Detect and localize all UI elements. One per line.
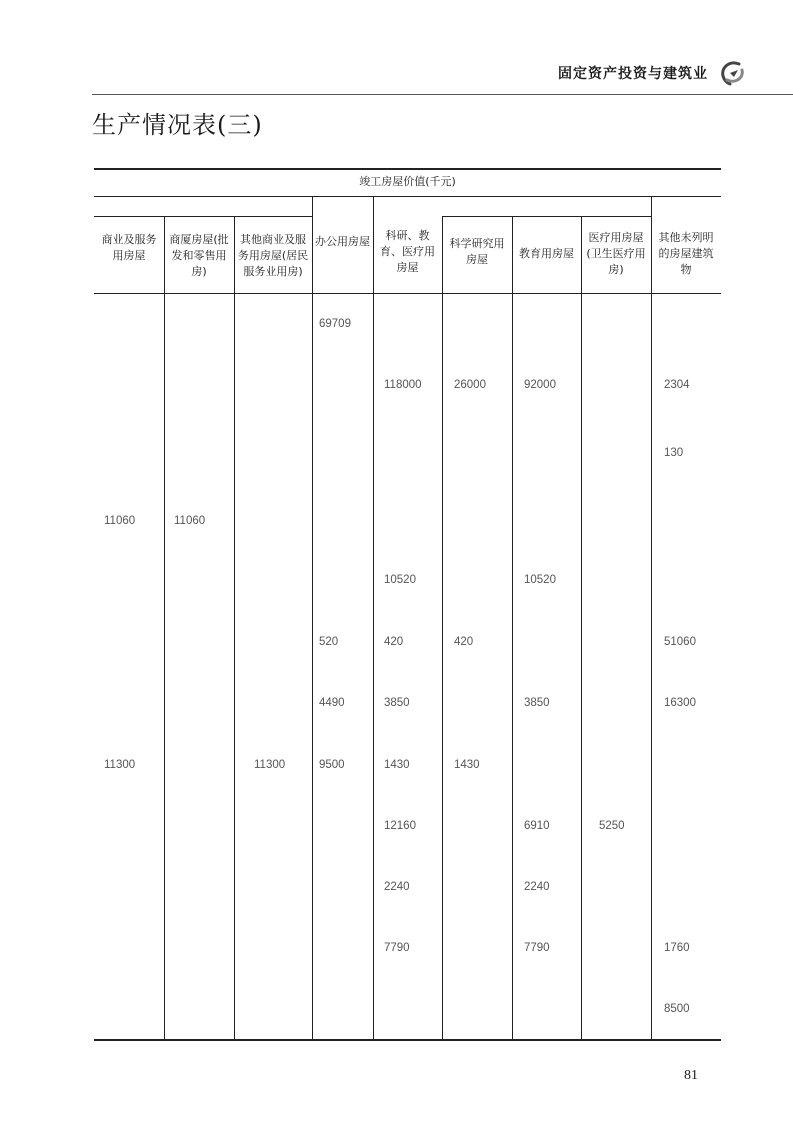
column-header: 商厦房屋(批发和零售用房) <box>169 233 229 278</box>
table-cell: 7790 <box>524 942 550 954</box>
header-rule <box>92 94 793 95</box>
group-header-rule <box>94 196 721 197</box>
table-cell: 7790 <box>384 942 410 954</box>
subgroup-rule <box>442 216 651 217</box>
running-header <box>0 0 793 95</box>
table-cell: 520 <box>319 636 339 648</box>
section-title: 固定资产投资与建筑业 <box>558 66 708 82</box>
table-cell: 10520 <box>524 574 556 586</box>
column-divider <box>312 197 313 1039</box>
data-table <box>94 168 721 1041</box>
column-divider <box>234 216 235 1039</box>
table-cell: 69709 <box>319 318 351 330</box>
table-cell: 6910 <box>524 820 550 832</box>
table-cell: 11300 <box>104 759 136 771</box>
column-divider <box>512 216 513 1039</box>
section-logo-icon <box>717 58 747 88</box>
table-cell: 9500 <box>319 759 345 771</box>
table-bottom-rule <box>94 1039 721 1041</box>
table-cell: 12160 <box>384 820 416 832</box>
group-header: 竣工房屋价值(千元) <box>359 175 456 188</box>
column-divider <box>651 197 652 1039</box>
table-cell: 26000 <box>454 379 486 391</box>
table-cell: 5250 <box>599 820 625 832</box>
table-cell: 2240 <box>384 881 410 893</box>
table-cell: 2304 <box>664 379 690 391</box>
table-cell: 2240 <box>524 881 550 893</box>
table-cell: 1760 <box>664 942 690 954</box>
table-cell: 11060 <box>104 515 136 527</box>
page-number: 81 <box>684 1068 698 1083</box>
column-divider <box>442 216 443 1039</box>
table-cell: 16300 <box>664 697 696 709</box>
table-cell: 3850 <box>384 697 410 709</box>
table-cell: 92000 <box>524 379 556 391</box>
column-header: 其他商业及服务用房屋(居民服务业用房) <box>237 233 309 278</box>
column-header: 教育用房屋 <box>519 247 574 260</box>
column-header: 医疗用房屋(卫生医疗用房) <box>586 231 646 276</box>
column-divider <box>581 216 582 1039</box>
column-header: 其他未列明的房屋建筑物 <box>658 231 714 276</box>
table-cell: 420 <box>384 636 404 648</box>
column-divider <box>164 216 165 1039</box>
table-cell: 4490 <box>319 697 345 709</box>
header-bottom-rule <box>94 293 721 294</box>
table-top-rule <box>94 168 721 170</box>
subgroup-rule <box>94 216 312 217</box>
table-cell: 11300 <box>254 759 286 771</box>
table-cell: 1430 <box>454 759 480 771</box>
table-cell: 10520 <box>384 574 416 586</box>
table-cell: 51060 <box>664 636 696 648</box>
table-cell: 130 <box>664 447 684 459</box>
column-divider <box>373 197 374 1039</box>
column-header: 科学研究用房屋 <box>449 237 505 266</box>
table-cell: 118000 <box>384 379 422 391</box>
column-header: 办公用房屋 <box>315 235 370 248</box>
table-cell: 420 <box>454 636 474 648</box>
page-title: 生产情况表(三) <box>92 111 263 139</box>
column-header: 商业及服务用房屋 <box>101 233 157 262</box>
table-cell: 3850 <box>524 697 550 709</box>
column-header: 科研、教育、医疗用房屋 <box>380 229 435 274</box>
table-cell: 1430 <box>384 759 410 771</box>
table-cell: 8500 <box>664 1003 690 1015</box>
table-cell: 11060 <box>174 515 206 527</box>
